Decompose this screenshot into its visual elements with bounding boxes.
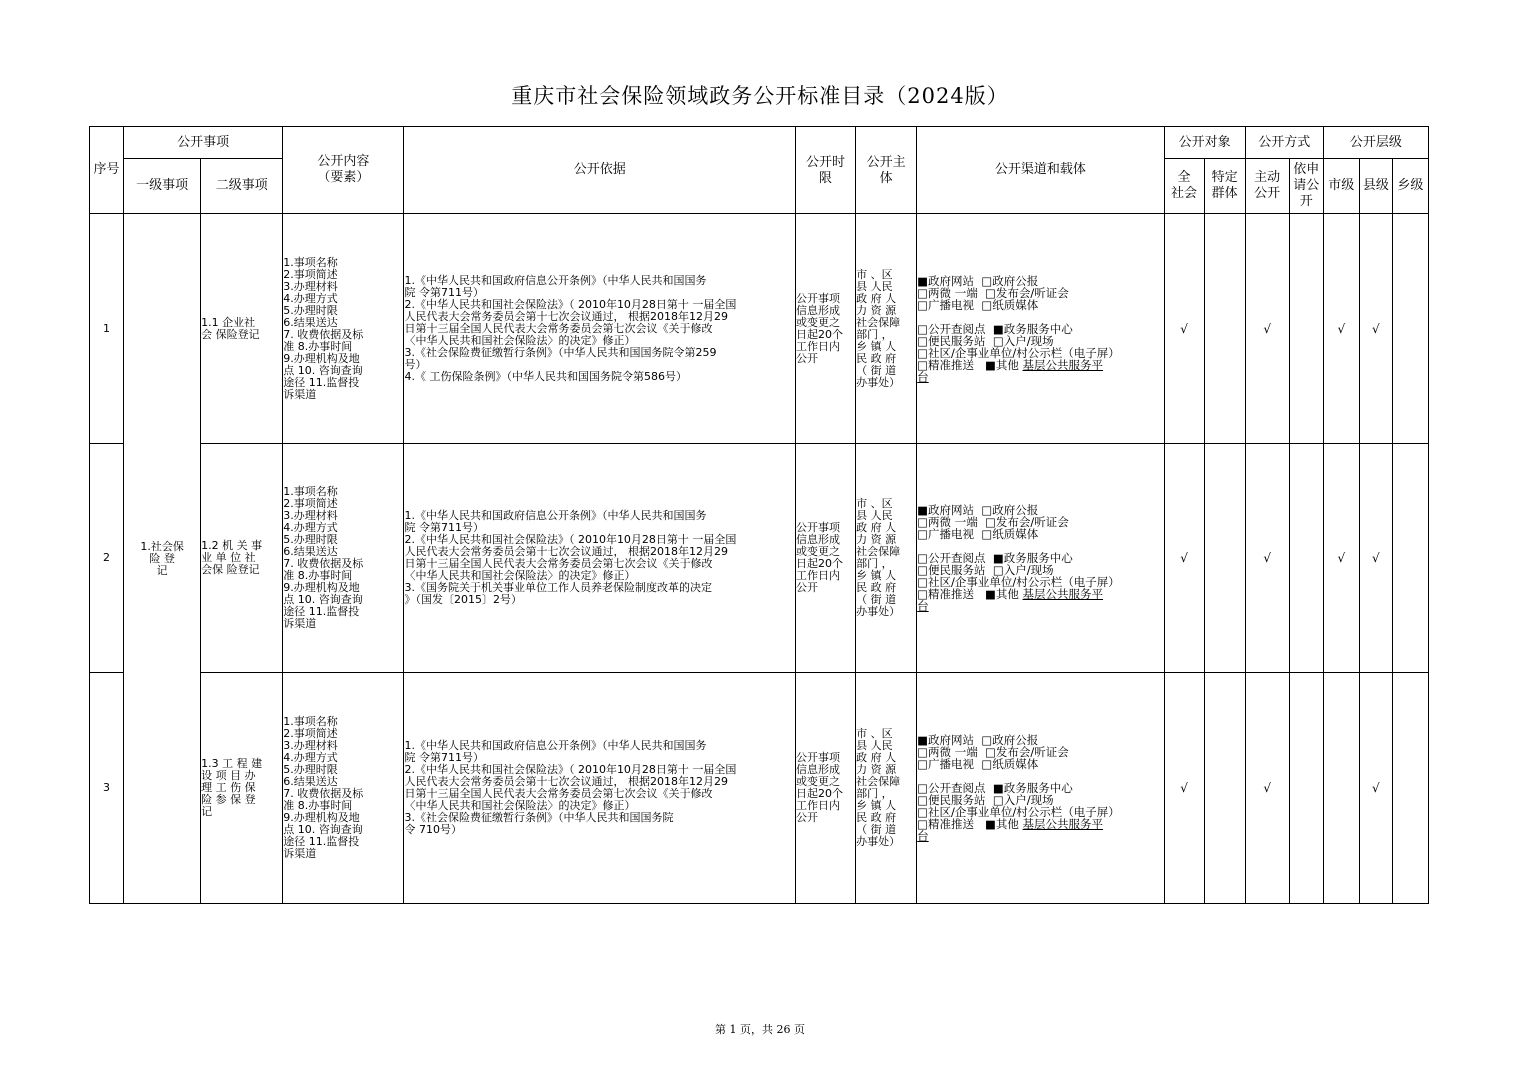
- header-content: 公开内容 （要素）: [283, 127, 404, 214]
- basis-text: 1.《中华人民共和国政府信息公开条例》（中华人民共和国国务 院 令第711号） 2.《中华人民共和国社会保险法》（ 2010年10月28日第十 一届全国 人民代表大会常务委员会第十七次会议通过， 根据2018年12月29 日第十三届全国人民代表大会常务委员会第七次会议《关于修改 〈中华人民共和国社会保险法〉的决定》修正） 3.《社会保险费征缴暂行条例》（中华人民共和国国务院 令 710号）: [404, 673, 796, 904]
- channel-line: □社区/企事业单位/村公示栏（电子屏）: [917, 575, 1120, 589]
- mark-level-city: √: [1323, 214, 1359, 444]
- header-level1: 一级事项: [124, 159, 201, 214]
- catalog-table: [89, 126, 1429, 904]
- mark-target-specific: [1204, 673, 1245, 904]
- mark-level-county: √: [1359, 444, 1392, 673]
- mark-level-county: √: [1359, 673, 1392, 904]
- channel-line: □广播电视 □纸质媒体: [917, 757, 1039, 771]
- channel-line: □社区/企事业单位/村公示栏（电子屏）: [917, 345, 1120, 360]
- header-time: 公开时 限: [796, 127, 856, 214]
- header-level: 公开层级: [1323, 127, 1428, 159]
- channel-other-platform: 基层公共服务平: [1022, 357, 1104, 372]
- mark-method-apply: [1289, 673, 1323, 904]
- header-target-specific: 特定 群体: [1204, 159, 1245, 214]
- channel-other-platform: 台: [917, 369, 929, 384]
- channel-line: □公开查阅点 ■政务服务中心: [917, 321, 1073, 336]
- header-level2: 二级事项: [201, 159, 283, 214]
- content-elements: 1.事项名称 2.事项简述 3.办理材料 4.办理方式 5.办理时限 6.结果送达 7. 收费依据及标 准 8.办事时间 9.办理机构及地 点 10. 咨询查询 途径 11.监督投 诉渠道: [283, 444, 404, 673]
- channel-other-platform: 基层公共服务平: [1022, 817, 1104, 831]
- channel-other-platform: 台: [917, 599, 929, 613]
- mark-method-active: √: [1245, 214, 1289, 444]
- header-seq: 序号: [90, 127, 124, 214]
- channel-line: □便民服务站 □入户/现场: [917, 563, 1054, 577]
- header-method: 公开方式: [1245, 127, 1323, 159]
- channel-line: □广播电视 □纸质媒体: [917, 527, 1039, 541]
- channel-other-platform: 台: [917, 829, 929, 843]
- page-title: 重庆市社会保险领域政务公开标准目录（2024版）: [511, 84, 1009, 108]
- channel-line: □精准推送 ■其他: [917, 587, 1023, 601]
- mark-method-apply: [1289, 444, 1323, 673]
- header-method-apply: 依申 请公 开: [1289, 159, 1323, 214]
- channel-line: □广播电视 □纸质媒体: [917, 297, 1039, 312]
- channel-list: [917, 673, 1164, 904]
- level2-item: 1.2 机 关 事 业 单 位 社 会保 险登记: [201, 444, 283, 673]
- mark-target-specific: [1204, 214, 1245, 444]
- content-elements: 1.事项名称 2.事项简述 3.办理材料 4.办理方式 5.办理时限 6.结果送达 7. 收费依据及标 准 8.办事时间 9.办理机构及地 点 10. 咨询查询 途径 11.监督投 诉渠道: [283, 214, 404, 444]
- mark-level-town: [1392, 673, 1428, 904]
- channel-line: □精准推送 ■其他: [917, 357, 1023, 372]
- level1-item: 1.社会保 险 登 记: [124, 214, 201, 904]
- row-seq: 2: [90, 444, 124, 673]
- mark-method-active: √: [1245, 444, 1289, 673]
- mark-target-specific: [1204, 444, 1245, 673]
- content-elements: 1.事项名称 2.事项简述 3.办理材料 4.办理方式 5.办理时限 6.结果送达 7. 收费依据及标 准 8.办事时间 9.办理机构及地 点 10. 咨询查询 途径 11.监督投 诉渠道: [283, 673, 404, 904]
- basis-text: 1.《中华人民共和国政府信息公开条例》（中华人民共和国国务 院 令第711号） 2.《中华人民共和国社会保险法》（ 2010年10月28日第十 一届全国 人民代表大会常务委员会第十七次会议通过， 根据2018年12月29 日第十三届全国人民代表大会常务委员会第七次会议《关于修改 〈中华人民共和国社会保险法〉的决定》修正） 3.《国务院关于机关事业单位工作人员养老保险制度改革的决定 》（国发〔2015〕2号）: [404, 444, 796, 673]
- basis-text: 1.《中华人民共和国政府信息公开条例》（中华人民共和国国务 院 令第711号） 2.《中华人民共和国社会保险法》（ 2010年10月28日第十 一届全国 人民代表大会常务委员会第十七次会议通过， 根据2018年12月29 日第十三届全国人民代表大会常务委员会第七次会议《关于修改 〈中华人民共和国社会保险法〉的决定》修正） 3.《社会保险费征缴暂行条例》（中华人民共和国国务院令第259 号） 4.《 工伤保险条例》（中华人民共和国国务院令第586号）: [404, 214, 796, 444]
- channel-list: [917, 444, 1164, 673]
- channel-line: □公开查阅点 ■政务服务中心: [917, 781, 1073, 795]
- channel-line: □公开查阅点 ■政务服务中心: [917, 551, 1073, 565]
- mark-level-county: √: [1359, 214, 1392, 444]
- mark-level-city: [1323, 673, 1359, 904]
- mark-level-city: √: [1323, 444, 1359, 673]
- mark-target-all: √: [1164, 214, 1204, 444]
- channel-line: □两微 一端 □发布会/听证会: [917, 515, 1069, 529]
- subject-text: 市 、区 县 人民 政 府 人 力 资 源 社会保障 部门 ， 乡 镇 人 民 政 府 （ 街 道 办事处）: [856, 214, 917, 444]
- channel-line: □社区/企事业单位/村公示栏（电子屏）: [917, 805, 1120, 819]
- channel-line: ■政府网站 □政府公报: [917, 273, 1039, 288]
- row-seq: 3: [90, 673, 124, 904]
- table-row: [90, 214, 1429, 444]
- header-method-active: 主动 公开: [1245, 159, 1289, 214]
- header-target: 公开对象: [1164, 127, 1245, 159]
- mark-target-all: √: [1164, 444, 1204, 673]
- level2-item: 1.3 工 程 建 设 项 目 办 理 工 伤 保 险 参 保 登 记: [201, 673, 283, 904]
- channel-line: □两微 一端 □发布会/听证会: [917, 745, 1069, 759]
- subject-text: 市 、区 县 人民 政 府 人 力 资 源 社会保障 部门 ， 乡 镇 人 民 政 府 （ 街 道 办事处）: [856, 444, 917, 673]
- header-channel: 公开渠道和载体: [917, 127, 1164, 214]
- level2-item: 1.1 企业社 会 保险登记: [201, 214, 283, 444]
- channel-list: [917, 214, 1164, 444]
- time-limit: 公开事项 信息形成 或变更之 日起20个 工作日内 公开: [796, 444, 856, 673]
- header-level-city: 市级: [1323, 159, 1359, 214]
- channel-line: ■政府网站 □政府公报: [917, 733, 1039, 747]
- mark-level-town: [1392, 444, 1428, 673]
- header-target-all: 全 社会: [1164, 159, 1204, 214]
- channel-line: □便民服务站 □入户/现场: [917, 333, 1054, 348]
- mark-method-apply: [1289, 214, 1323, 444]
- header-subject: 公开主 体: [856, 127, 917, 214]
- channel-other-platform: 基层公共服务平: [1022, 587, 1104, 601]
- channel-line: □便民服务站 □入户/现场: [917, 793, 1054, 807]
- subject-text: 市 、区 县 人民 政 府 人 力 资 源 社会保障 部门 ， 乡 镇 人 民 政 府 （ 街 道 办事处）: [856, 673, 917, 904]
- channel-line: □精准推送 ■其他: [917, 817, 1023, 831]
- time-limit: 公开事项 信息形成 或变更之 日起20个 工作日内 公开: [796, 673, 856, 904]
- mark-level-town: [1392, 214, 1428, 444]
- page-footer: 第 1 页，共 26 页: [715, 1023, 805, 1036]
- table-row: [90, 444, 1429, 673]
- mark-target-all: √: [1164, 673, 1204, 904]
- header-level-town: 乡级: [1392, 159, 1428, 214]
- header-level-county: 县级: [1359, 159, 1392, 214]
- table-row: [90, 673, 1429, 904]
- header-basis: 公开依据: [404, 127, 796, 214]
- header-items-group: 公开事项: [124, 127, 283, 159]
- channel-line: ■政府网站 □政府公报: [917, 503, 1039, 517]
- time-limit: 公开事项 信息形成 或变更之 日起20个 工作日内 公开: [796, 214, 856, 444]
- mark-method-active: √: [1245, 673, 1289, 904]
- channel-line: □两微 一端 □发布会/听证会: [917, 285, 1069, 300]
- row-seq: 1: [90, 214, 124, 444]
